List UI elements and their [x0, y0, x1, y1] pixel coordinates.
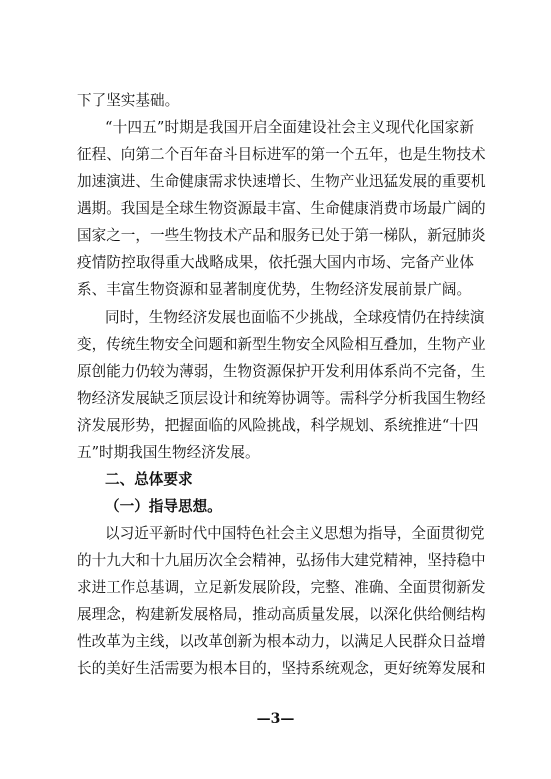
paragraph-line: 同时，生物经济发展也面临不少挑战，全球疫情仍在持续演	[105, 309, 485, 326]
section-heading: 二、总体要求	[105, 471, 193, 488]
paragraph-line: 长的美好生活需要为根本目的，坚持系统观念，更好统筹发展和	[77, 660, 486, 677]
paragraph-line: 加速演进、生命健康需求快速增长、生物产业迅猛发展的重要机	[77, 173, 486, 190]
paragraph-line: 求进工作总基调，立足新发展阶段，完整、准确、全面贯彻新发	[77, 579, 486, 596]
paragraph-line: 遇期。我国是全球生物资源最丰富、生命健康消费市场最广阔的	[77, 200, 486, 217]
page-number: —3—	[256, 711, 295, 727]
paragraph-line: 疫情防控取得重大战略成果，依托强大国内市场、完备产业体	[77, 254, 474, 271]
paragraph-line: 的十九大和十九届历次全会精神，弘扬伟大建党精神，坚持稳中	[77, 552, 486, 569]
paragraph-line: 国家之一，一些生物技术产品和服务已处于第一梯队，新冠肺炎	[77, 227, 486, 244]
paragraph-line: 征程、向第二个百年奋斗目标进军的第一个五年，也是生物技术	[77, 146, 486, 163]
paragraph-line: 以习近平新时代中国特色社会主义思想为指导，全面贯彻党	[105, 525, 485, 542]
paragraph-line: 下了坚实基础。	[77, 92, 180, 109]
paragraph-line: 变，传统生物安全问题和新型生物安全风险相互叠加，生物产业	[77, 336, 486, 353]
paragraph-line: 系、丰富生物资源和显著制度优势，生物经济发展前景广阔。	[77, 281, 472, 298]
paragraph-line: 五”时期我国生物经济发展。	[77, 444, 260, 461]
subsection-heading: （一）指导思想。	[105, 498, 222, 515]
paragraph-line: 济发展形势，把握面临的风险挑战，科学规划、系统推进“十四	[77, 417, 479, 434]
paragraph-line: “十四五”时期是我国开启全面建设社会主义现代化国家新	[105, 119, 474, 136]
paragraph-line: 原创能力仍较为薄弱，生物资源保护开发利用体系尚不完备，生	[77, 363, 486, 380]
paragraph-line: 展理念，构建新发展格局，推动高质量发展，以深化供给侧结构	[77, 606, 486, 623]
paragraph-line: 性改革为主线，以改革创新为根本动力，以满足人民群众日益增	[77, 633, 486, 650]
paragraph-line: 物经济发展缺乏顶层设计和统筹协调等。需科学分析我国生物经	[77, 390, 486, 407]
